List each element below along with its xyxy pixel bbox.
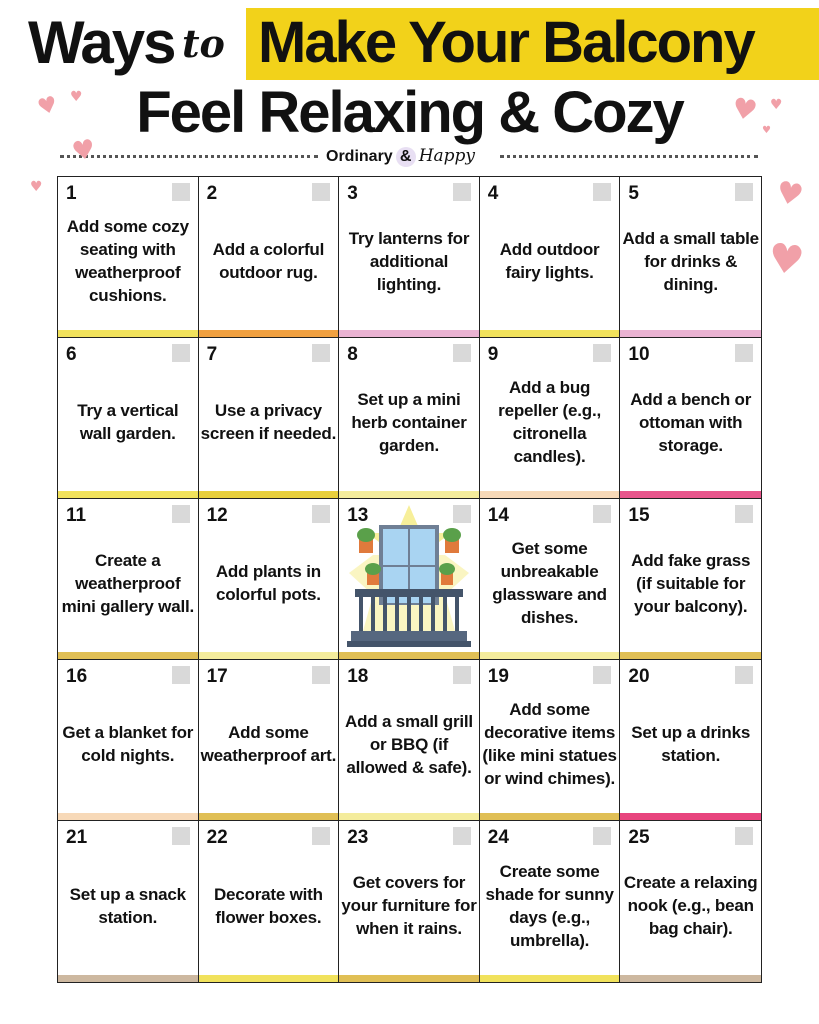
item-text: Use a privacy screen if needed. bbox=[200, 401, 337, 443]
color-bar bbox=[480, 813, 620, 820]
item-number: 6 bbox=[66, 344, 77, 365]
checklist-item bbox=[58, 660, 199, 821]
dotted-divider-left bbox=[60, 155, 318, 160]
brand-ordinary: Ordinary bbox=[326, 148, 393, 165]
item-number: 13 bbox=[347, 505, 369, 526]
brand-logo bbox=[326, 144, 475, 168]
item-number: 24 bbox=[487, 827, 509, 848]
color-bar bbox=[480, 491, 620, 498]
checklist-item bbox=[620, 821, 761, 982]
item-number: 20 bbox=[628, 666, 650, 687]
item-text: Add a colorful outdoor rug. bbox=[212, 240, 325, 282]
color-bar bbox=[620, 491, 761, 498]
checklist-item bbox=[620, 499, 761, 660]
item-text: Create a weatherproof mini gallery wall. bbox=[61, 550, 195, 616]
item-text: Add some weatherproof art. bbox=[200, 723, 337, 765]
heart-icon: ♥ bbox=[762, 125, 771, 136]
color-bar bbox=[339, 975, 479, 982]
item-number: 23 bbox=[347, 827, 369, 848]
item-text: Add fake grass (if suitable for your balcony). bbox=[631, 550, 751, 616]
checklist-item bbox=[620, 660, 761, 821]
item-number: 10 bbox=[628, 344, 650, 365]
item-number: 3 bbox=[347, 183, 358, 204]
color-bar bbox=[339, 813, 479, 820]
color-bar bbox=[58, 813, 198, 820]
brand-happy: Happy bbox=[418, 146, 476, 166]
item-number: 4 bbox=[487, 183, 499, 204]
item-text: Try a vertical wall garden. bbox=[77, 401, 179, 443]
item-text: Set up a drinks station. bbox=[631, 723, 751, 765]
item-number: 9 bbox=[487, 344, 499, 365]
title-ways: Ways bbox=[28, 9, 175, 76]
item-number: 1 bbox=[66, 183, 77, 204]
item-number: 18 bbox=[347, 666, 369, 687]
color-bar bbox=[199, 813, 339, 820]
item-text: Add a small table for drinks & dining. bbox=[622, 228, 759, 294]
item-text: Get some unbreakable glassware and dishes. bbox=[492, 539, 607, 627]
title-to: to bbox=[182, 21, 225, 66]
checklist-item bbox=[199, 821, 340, 982]
dotted-divider-right bbox=[500, 155, 758, 160]
item-number: 7 bbox=[206, 344, 218, 365]
item-number: 2 bbox=[206, 183, 218, 204]
checklist-item bbox=[58, 338, 199, 499]
color-bar bbox=[620, 330, 761, 337]
item-text: Add a bench or ottoman with storage. bbox=[630, 389, 752, 455]
heart-icon: ♥ bbox=[69, 134, 98, 168]
checklist-item bbox=[339, 177, 480, 338]
item-text: Add some decorative items (like mini statues or wind chimes). bbox=[482, 700, 617, 788]
item-text: Decorate with flower boxes. bbox=[213, 884, 323, 927]
checklist-item bbox=[199, 338, 340, 499]
item-text: Create some shade for sunny days (e.g., umbrella). bbox=[485, 861, 614, 950]
color-bar bbox=[58, 652, 198, 659]
checklist-item bbox=[339, 821, 480, 982]
title-make-your-balcony: Make Your Balcony bbox=[258, 10, 754, 75]
heart-icon: ♥ bbox=[34, 91, 61, 122]
item-text: Try lanterns for additional lighting. bbox=[348, 228, 470, 294]
checklist-item bbox=[199, 660, 340, 821]
color-bar bbox=[199, 491, 339, 498]
color-bar bbox=[339, 330, 479, 337]
color-bar bbox=[339, 491, 479, 498]
color-bar bbox=[199, 975, 339, 982]
color-bar bbox=[199, 652, 339, 659]
color-bar bbox=[620, 652, 761, 659]
item-text: Set up a snack station. bbox=[69, 884, 186, 927]
checklist-item bbox=[58, 499, 199, 660]
checklist-item bbox=[480, 177, 621, 338]
checklist-item bbox=[480, 499, 621, 660]
item-text: Get covers for your furniture for when it rains. bbox=[341, 873, 477, 938]
checklist-item bbox=[620, 338, 761, 499]
checklist-item bbox=[199, 177, 340, 338]
item-text: Add a small grill or BBQ (if allowed & safe). bbox=[345, 711, 473, 777]
item-number: 5 bbox=[628, 183, 639, 204]
checklist-item bbox=[199, 499, 340, 660]
item-text: Get a blanket for cold nights. bbox=[62, 723, 194, 765]
checklist-item bbox=[339, 499, 480, 660]
item-number: 12 bbox=[206, 505, 228, 526]
item-number: 25 bbox=[628, 827, 650, 848]
item-text: Add a bug repeller (e.g., citronella candles). bbox=[498, 378, 601, 466]
checklist-item bbox=[339, 338, 480, 499]
checkbox[interactable] bbox=[453, 505, 471, 523]
item-number: 22 bbox=[206, 827, 228, 848]
heart-icon: ♥ bbox=[770, 97, 783, 113]
checklist-item bbox=[58, 177, 199, 338]
color-bar bbox=[480, 652, 620, 659]
checklist-item bbox=[339, 660, 480, 821]
item-number: 11 bbox=[66, 505, 87, 526]
checklist-item bbox=[480, 338, 621, 499]
item-text: Set up a mini herb container garden. bbox=[351, 389, 467, 455]
title-line-1 bbox=[0, 6, 819, 80]
item-number: 19 bbox=[487, 666, 509, 687]
heart-icon: ♥ bbox=[70, 89, 83, 105]
heart-icon: ♥ bbox=[764, 234, 807, 286]
item-text: Create a relaxing nook (e.g., bean bag chair). bbox=[623, 873, 758, 938]
item-number: 8 bbox=[347, 344, 358, 365]
checklist-item bbox=[480, 821, 621, 982]
color-bar bbox=[58, 975, 198, 982]
heart-icon: ♥ bbox=[772, 174, 807, 215]
color-bar bbox=[339, 652, 479, 659]
brand-ampersand: & bbox=[396, 147, 416, 167]
checklist-item bbox=[480, 660, 621, 821]
item-text: Add outdoor fairy lights. bbox=[499, 240, 600, 282]
color-bar bbox=[620, 813, 761, 820]
item-text: Add some cozy seating with weatherproof cushions. bbox=[66, 217, 189, 305]
heart-icon: ♥ bbox=[30, 179, 43, 195]
color-bar bbox=[480, 975, 620, 982]
checklist-item bbox=[620, 177, 761, 338]
item-number: 15 bbox=[628, 505, 650, 526]
checklist-grid bbox=[57, 176, 762, 983]
item-text: Add plants in colorful pots. bbox=[215, 562, 321, 604]
color-bar bbox=[480, 330, 620, 337]
item-number: 14 bbox=[487, 505, 509, 526]
item-number: 21 bbox=[66, 827, 88, 848]
item-number: 16 bbox=[66, 666, 88, 687]
color-bar bbox=[58, 491, 198, 498]
heart-icon: ♥ bbox=[729, 91, 760, 128]
color-bar bbox=[620, 975, 761, 982]
color-bar bbox=[199, 330, 339, 337]
title-line-2: Feel Relaxing & Cozy bbox=[136, 80, 683, 145]
item-number: 17 bbox=[206, 666, 228, 687]
checklist-item bbox=[58, 821, 199, 982]
color-bar bbox=[58, 330, 198, 337]
